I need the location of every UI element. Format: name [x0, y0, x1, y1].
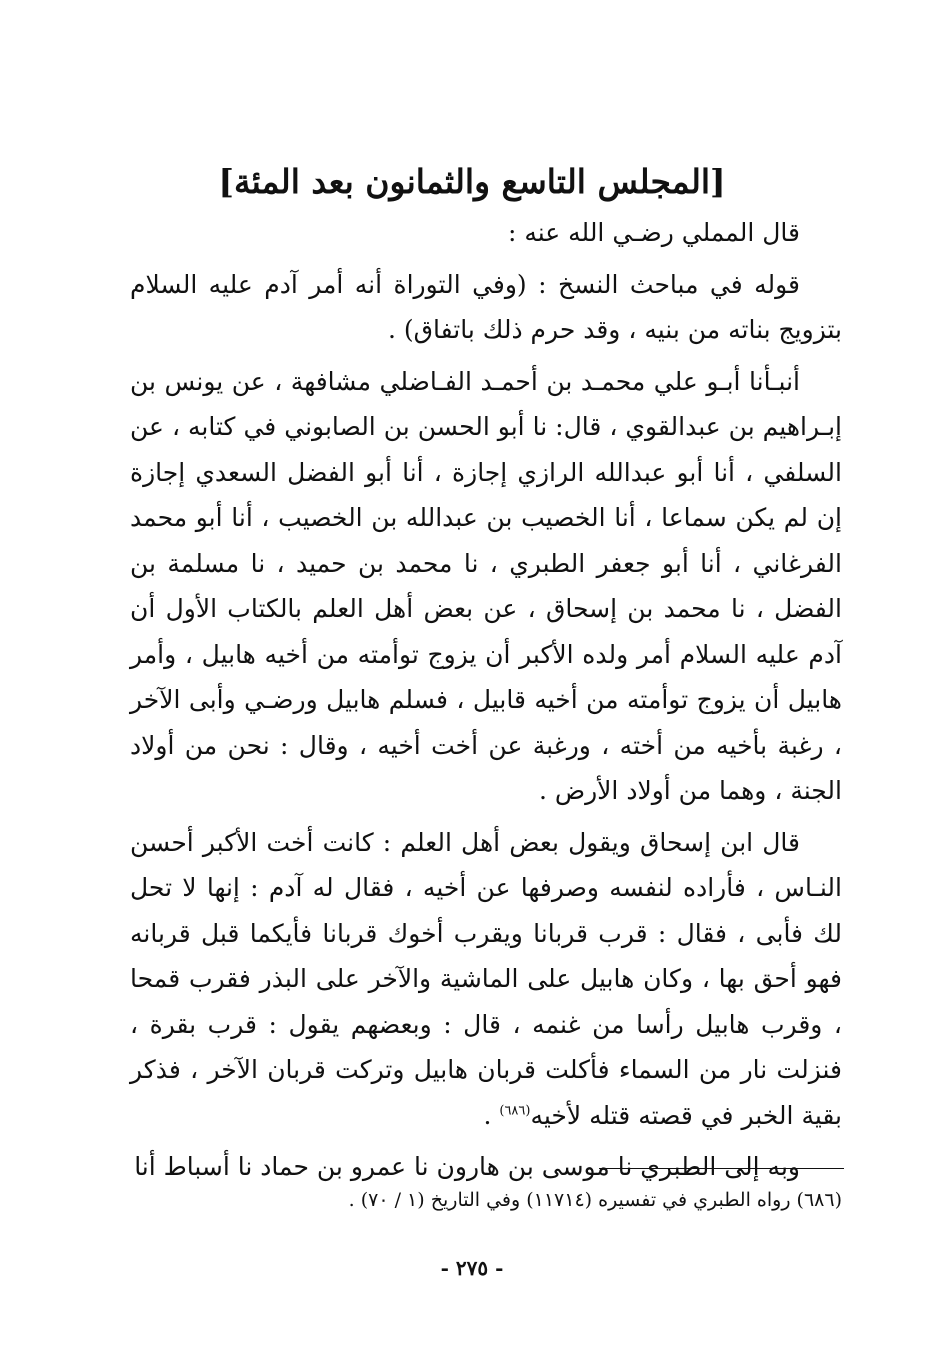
paragraph-2: أنبـأنا أبـو علي محمـد بن أحمـد الفـاضلي مشافهة ، عن يونس بن إبـراهيم بن عبدالقوي ، قال: نا أبو الحسن بن الصابوني في كتابه ، عن السلفي ، أنا أبو عبدالله الرازي إجازة ، أنا أبو الفضل السعدي إجازة إن لم يكن سماعا ، أنا الخصيب بن عبدالله بن الخصيب ، أنا أبو محمد الفرغاني ، أنا أبو جعفر الطبري ، نا محمد بن حميد ، نا مسلمة بن الفضل ، نا محمد بن إسحاق ، عن بعض أهل العلم بالكتاب الأول أن آدم عليه السلام أمر ولده الأكبر أن يزوج توأمته من أخيه هابيل ، وأمر هابيل أن يزوج توأمته من أخيه قابيل ، فسلم هابيل ورضـي وأبى الآخر ، رغبة بأخيه من أخته ، ورغبة عن أخت أخيه ، وقال : نحن من أولاد الجنة ، وهما من أولاد الأرض . — [130, 366, 842, 805]
footnote-divider — [599, 1168, 844, 1169]
paragraph-3-text: قال ابن إسحاق ويقول بعض أهل العلم : كانت أخت الأكبر أحسن النـاس ، فأراده لنفسه وصرفها عن أخيه ، فقال له آدم : إنها لا تحل لك فأبى ، فقال : قرب قربانا ويقرب أخوك قربانا فأيكما قبل قربانه فهو أحق بها ، وكان هابيل على الماشية والآخر على البذر فقرب قمحا ، وقرب هابيل رأسا من غنمه ، قال : وبعضهم يقول : قرب بقرة ، فنزلت نار من السماء فأكلت قربان هابيل وتركت قربان الآخر ، فذكر بقية الخبر في قصته قتله لأخيه — [130, 827, 842, 1130]
paragraph-3-end: . — [483, 1100, 500, 1130]
main-text — [130, 210, 842, 1196]
footnote: (٦٨٦) رواه الطبري في تفسيره (١١٧١٤) وفي التاريخ (١ / ٧٠) . — [348, 1189, 842, 1211]
page-number: - ٢٧٥ - — [440, 1256, 504, 1280]
paragraph-4: وبه إلى الطبري نا موسى بن هارون نا عمرو بن حماد نا أسباط أنا — [134, 1152, 800, 1181]
footnote-reference: (٦٨٦) — [499, 1103, 531, 1119]
chapter-title: [المجلس التاسع والثمانون بعد المئة] — [218, 162, 726, 201]
paragraph-1: قوله في مباحث النسخ : (وفي التوراة أنه أمر آدم عليه السلام بتزويج بناته من بنيه ، وقد حرم ذلك باتفاق) . — [130, 269, 842, 344]
paragraph-3 — [130, 820, 842, 1139]
intro-line: قال المملي رضـي الله عنه : — [507, 218, 800, 247]
